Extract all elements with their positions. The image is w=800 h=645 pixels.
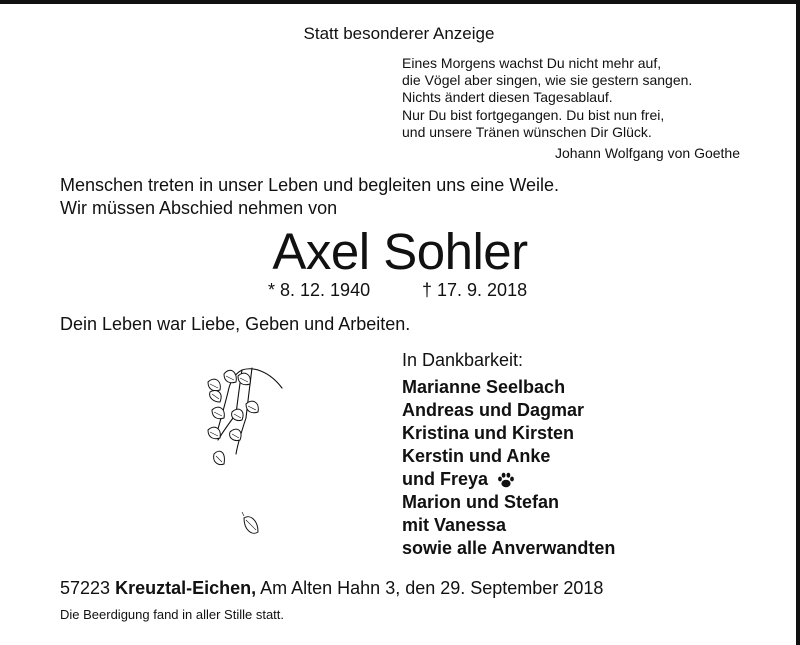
mourner-name: Kristina und Kirsten — [402, 423, 575, 443]
mourner-name: Andreas und Dagmar — [402, 400, 585, 420]
poem-line: und unsere Tränen wünschen Dir Glück. — [402, 123, 652, 140]
mourner-name: und Freya — [402, 469, 489, 489]
thanks-label: In Dankbarkeit: — [402, 350, 524, 370]
address-place: Kreuztal-Eichen, — [115, 578, 257, 598]
falling-leaves-icon — [190, 352, 300, 552]
deceased-name — [0, 222, 800, 281]
death-date: † 17. 9. 2018 — [422, 280, 528, 300]
address-rest: Am Alten Hahn 3, den 29. September 2018 — [260, 578, 604, 598]
mourner-name: Kerstin und Anke — [402, 446, 551, 466]
poem-line: Nur Du bist fortgegangen. Du bist nun frei, — [402, 106, 665, 123]
poem-line: Nichts ändert diesen Tagesablauf. — [402, 89, 613, 106]
deceased-name-text: Axel Sohler — [272, 223, 528, 280]
right-border — [796, 0, 800, 645]
mourners-list — [402, 376, 615, 560]
birth-date: * 8. 12. 1940 — [268, 280, 371, 300]
mourner-name-with-pet — [402, 468, 615, 491]
intro-line-2: Wir müssen Abschied nehmen von — [60, 198, 338, 218]
notice-header-text: Statt besonderer Anzeige — [303, 24, 495, 43]
poem-line: Eines Morgens wachst Du nicht mehr auf, — [402, 55, 662, 71]
paw-icon — [497, 472, 515, 489]
mourner-name: Marianne Seelbach — [402, 377, 566, 397]
intro-text — [60, 174, 559, 220]
poem — [402, 55, 742, 141]
mourner-name: mit Vanessa — [402, 515, 507, 535]
intro-line-1: Menschen treten in unser Leben und begleiten uns eine Weile. — [60, 175, 560, 195]
life-motto: Dein Leben war Liebe, Geben und Arbeiten. — [60, 314, 411, 334]
mourner-name: Marion und Stefan — [402, 492, 559, 512]
top-border — [0, 0, 800, 4]
funeral-note: Die Beerdigung fand in aller Stille statt. — [60, 607, 285, 622]
address-postcode: 57223 — [60, 578, 111, 598]
address-line — [60, 578, 603, 599]
mourner-name: sowie alle Anverwandten — [402, 538, 616, 558]
notice-header — [0, 24, 800, 44]
poem-line: die Vögel aber singen, wie sie gestern sangen. — [402, 72, 693, 89]
poem-author: Johann Wolfgang von Goethe — [555, 145, 740, 161]
